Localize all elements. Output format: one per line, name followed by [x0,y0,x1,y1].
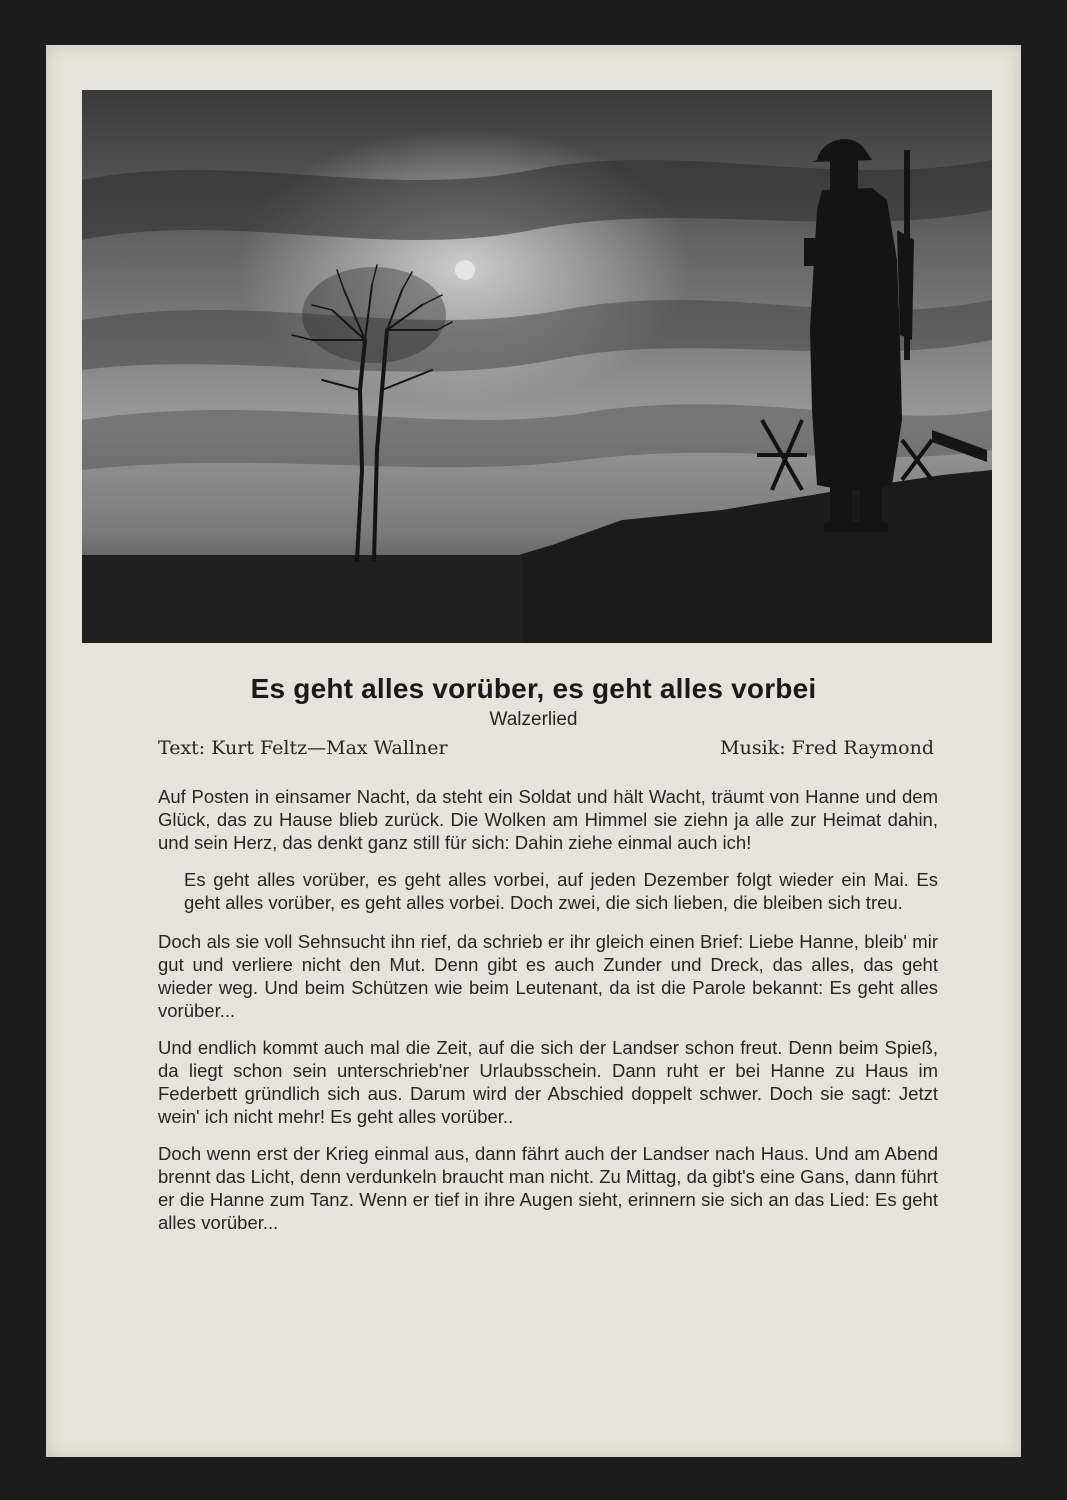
photo-illustration [82,90,992,643]
text-credit: Text: Kurt Feltz—Max Wallner [158,737,448,759]
refrain: Es geht alles vorüber, es geht alles vorbei, auf jeden Dezember folgt wieder ein Mai. Es geht alles vorüber, es geht alles vorbei. Doch zwei, die sich lieben, die bleiben sich treu. [184,869,938,913]
credits-line [158,737,934,759]
verse-3: Und endlich kommt auch mal die Zeit, auf die sich der Landser schon freut. Denn beim Spieß, da liegt schon sein unterschrieb'ner Urlaubsschein. Dann ruht er bei Hanne zu Haus im Federbett gründlich sich aus. Darum wird der Abschied doppelt schwer. Doch sie sagt: Jetzt wein' ich nicht mehr! Es geht alles vorüber.. [158,1037,938,1127]
verse-2: Doch als sie voll Sehnsucht ihn rief, da schrieb er ihr gleich einen Brief: Liebe Hanne, bleib' mir gut und verliere nicht den Mut. Denn gibt es auch Zunder und Dreck, das alles, das geht wieder weg. Und beim Schützen wie beim Leutenant, da ist die Parole bekannt: Es geht alles vorüber... [158,931,938,1021]
song-subtitle: Walzerlied [489,709,578,730]
music-credit: Musik: Fred Raymond [720,737,934,759]
verse-4: Doch wenn erst der Krieg einmal aus, dann fährt auch der Landser nach Haus. Und am Abend brennt das Licht, denn verdunkeln braucht man nicht. Zu Mittag, da gibt's eine Gans, dann führt er die Hanne zum Tanz. Wenn er tief in ihre Augen sieht, erinnern sie sich an das Lied: Es geht alles vorüber... [158,1143,938,1233]
verse-1: Auf Posten in einsamer Nacht, da steht ein Soldat und hält Wacht, träumt von Hanne und dem Glück, das zu Hause blieb zurück. Die Wolken am Himmel sie ziehn ja alle zur Heimat dahin, und sein Herz, das denkt ganz still für sich: Dahin ziehe einmal auch ich! [158,786,938,853]
soldier-silhouette-photo [82,90,992,643]
postcard [46,45,1021,1457]
song-title: Es geht alles vorüber, es geht alles vorbei [250,673,817,704]
lyrics [158,785,938,1248]
